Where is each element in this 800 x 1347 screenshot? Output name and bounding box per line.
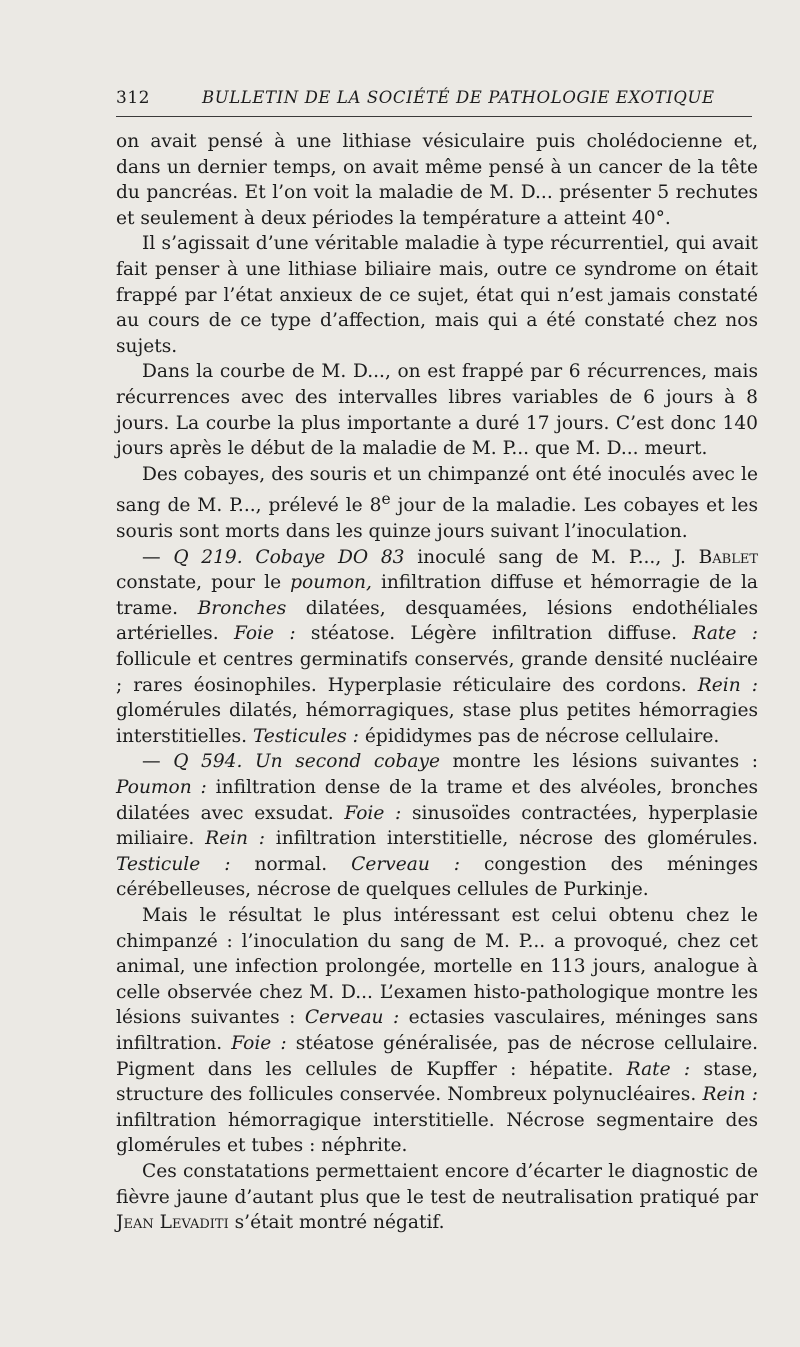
- paragraph-recurrent-disease: Il s’agissait d’une véritable maladie à type récurrentiel, qui avait fait penser à une lithiase biliaire mais, outre ce syndrome on était frappé par l’état anxieux de ce sujet, état qui n’est jamais constaté au cours de ce type d’affection, mais qui a été constaté chez nos sujets.: [116, 233, 758, 357]
- specimen-reference: Q 594. Un second cobaye: [173, 751, 440, 773]
- page-number: 312: [116, 88, 150, 108]
- paragraph-inoculation: Des cobayes, des souris et un chimpanzé ont été inoculés avec le sang de M. P..., prélevé le 8e jour de la maladie. Les cobayes et les souris sont morts dans les quinze jours suivant l’inoculation.: [116, 463, 758, 543]
- author-name: Jean Levaditi: [116, 1212, 229, 1234]
- paragraph-curve: Dans la courbe de M. D..., on est frappé par 6 récurrences, mais récurrences avec des intervalles libres variables de 6 jours à 8 jours. La courbe la plus importante a duré 17 jours. C’est donc 140 jours après le début de la maladie de M. P... que M. D... meurt.: [116, 361, 758, 460]
- header-rule: [116, 116, 752, 117]
- specimen-reference: Q 219. Cobaye DO 83: [173, 546, 405, 568]
- running-title: BULLETIN DE LA SOCIÉTÉ DE PATHOLOGIE EXOTIQUE: [202, 88, 715, 107]
- page-header: [116, 88, 752, 112]
- paragraph-cobaye-219: — Q 219. Cobaye DO 83 inoculé sang de M. P..., J. Bablet constate, pour le poumon, infiltration diffuse et hémorragie de la trame. Bronches dilatées, desquamées, lésions endothéliales artérielles. Foie : stéatose. Légère infiltration diffuse. Rate : follicule et centres germinatifs conservés, grande densité nucléaire ; rares éosinophiles. Hyperplasie réticulaire des cordons. Rein : glomérules dilatés, hémorragiques, stase plus petites hémorragies interstitielles. Testicules : épididymes pas de nécrose cellulaire.: [116, 546, 759, 747]
- body-text: [116, 129, 758, 1236]
- author-name: Bablet: [698, 546, 758, 568]
- paragraph-chimpanze: Mais le résultat le plus intéressant est celui obtenu chez le chimpanzé : l’inoculation du sang de M. P... a provoqué, chez cet animal, une infection prolongée, mortelle en 113 jours, analogue à celle observée chez M. D... L’examen histo-pathologique montre les lésions suivantes : Cerveau : ectasies vasculaires, méninges sans infiltration. Foie : stéatose généralisée, pas de nécrose cellulaire. Pigment dans les cellules de Kupffer : hépatite. Rate : stase, structure des follicules conservée. Nombreux polynucléaires. Rein : infiltration hémorragique interstitielle. Nécrose segmentaire des glomérules et tubes : néphrite.: [116, 905, 758, 1157]
- paragraph-continuation: on avait pensé à une lithiase vésiculaire puis cholédocienne et, dans un dernier temps, on avait même pensé à un cancer de la tête du pancréas. Et l’on voit la maladie de M. D... présenter 5 rechutes et seulement à deux périodes la température a atteint 40°.: [116, 131, 758, 229]
- paragraph-conclusion: Ces constatations permettaient encore d’écarter le diagnostic de fièvre jaune d’autant plus que le test de neutralisation pratiqué par Jean Levaditi s’était montré négatif.: [116, 1160, 758, 1234]
- paragraph-cobaye-594: — Q 594. Un second cobaye montre les lésions suivantes : Poumon : infiltration dense de la trame et des alvéoles, bronches dilatées avec exsudat. Foie : sinusoïdes contractées, hyperplasie miliaire. Rein : infiltration interstitielle, nécrose des glomérules. Testicule : normal. Cerveau : congestion des méninges cérébelleuses, nécrose de quelques cellules de Purkinje.: [116, 751, 759, 901]
- superscript: e: [381, 490, 391, 509]
